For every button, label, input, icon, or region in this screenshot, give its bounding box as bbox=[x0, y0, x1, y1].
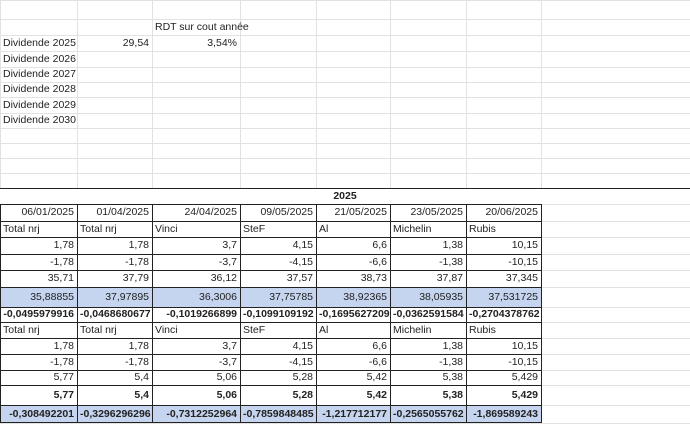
value-cell[interactable]: 36,3006 bbox=[199, 290, 237, 303]
stock-name-cell[interactable]: Total nrj bbox=[80, 222, 117, 235]
value-cell[interactable]: -0,2704378762 bbox=[469, 308, 540, 320]
column-gridline bbox=[466, 0, 467, 188]
dividend-amount[interactable]: 29,54 bbox=[122, 36, 149, 49]
value-cell[interactable]: -4,15 bbox=[289, 255, 313, 268]
value-cell[interactable]: -1,78 bbox=[50, 355, 74, 368]
value-cell[interactable]: 5,06 bbox=[216, 388, 237, 401]
row-gridline bbox=[0, 128, 690, 129]
value-cell[interactable]: -1,38 bbox=[439, 255, 463, 268]
row-gridline bbox=[0, 173, 690, 174]
date-cell[interactable]: 01/04/2025 bbox=[96, 206, 149, 218]
dividend-yield[interactable] bbox=[152, 52, 240, 67]
value-cell[interactable]: 37,75785 bbox=[269, 290, 313, 303]
value-cell[interactable]: -10,15 bbox=[508, 255, 538, 268]
row-gridline bbox=[0, 158, 690, 159]
value-cell[interactable]: 5,42 bbox=[366, 371, 387, 383]
value-cell[interactable]: 5,28 bbox=[292, 388, 313, 401]
value-cell[interactable]: -3,7 bbox=[218, 355, 237, 368]
value-cell[interactable]: 10,15 bbox=[511, 239, 538, 251]
value-cell[interactable]: 4,15 bbox=[292, 339, 313, 352]
value-cell[interactable]: 6,6 bbox=[372, 239, 387, 251]
dividend-yield[interactable] bbox=[152, 67, 240, 82]
value-cell[interactable]: 37,345 bbox=[505, 272, 538, 284]
value-cell[interactable]: 3,7 bbox=[222, 339, 237, 352]
value-cell[interactable]: 36,12 bbox=[210, 272, 237, 284]
dividend-label[interactable]: Dividende 2025 bbox=[3, 36, 76, 49]
stock-name-cell[interactable]: Al bbox=[319, 222, 329, 235]
dividend-label[interactable]: Dividende 2029 bbox=[3, 98, 76, 111]
value-cell[interactable]: 1,78 bbox=[128, 339, 149, 352]
value-cell[interactable]: 1,38 bbox=[442, 239, 463, 251]
dividend-amount[interactable] bbox=[77, 113, 152, 128]
dividend-amount[interactable] bbox=[77, 52, 152, 67]
year-header[interactable]: 2025 bbox=[333, 189, 357, 202]
header-label[interactable]: RDT sur cout année bbox=[155, 20, 249, 33]
value-cell[interactable]: -3,7 bbox=[218, 255, 237, 268]
stock-name-cell[interactable]: Michelin bbox=[393, 323, 432, 336]
value-cell[interactable]: -0,1099109192 bbox=[243, 308, 314, 320]
value-cell[interactable]: 4,15 bbox=[292, 239, 313, 251]
value-cell[interactable]: 5,77 bbox=[53, 371, 74, 383]
stock-name-cell[interactable]: Total nrj bbox=[3, 222, 40, 235]
table-col-border bbox=[541, 204, 542, 423]
value-cell[interactable]: 5,429 bbox=[511, 388, 538, 401]
table-row-border bbox=[0, 385, 541, 386]
row-gridline bbox=[0, 19, 690, 20]
value-cell[interactable]: -0,0362591584 bbox=[393, 308, 464, 320]
value-cell[interactable]: -0,1019266899 bbox=[166, 308, 237, 320]
value-cell[interactable]: -0,0468680677 bbox=[80, 308, 151, 320]
value-cell[interactable]: 5,77 bbox=[53, 388, 74, 401]
value-cell[interactable]: 1,78 bbox=[53, 239, 74, 251]
value-cell[interactable]: 38,92365 bbox=[343, 290, 387, 303]
value-cell[interactable]: 5,429 bbox=[511, 371, 538, 383]
value-cell[interactable]: 37,97895 bbox=[105, 290, 149, 303]
value-cell[interactable]: 35,71 bbox=[47, 272, 74, 284]
stock-name-cell[interactable]: Rubis bbox=[469, 323, 496, 336]
stock-name-cell[interactable]: Total nrj bbox=[80, 323, 117, 336]
dividend-amount[interactable] bbox=[77, 67, 152, 82]
column-gridline bbox=[541, 0, 542, 188]
value-cell[interactable]: -1,78 bbox=[50, 255, 74, 268]
value-cell[interactable]: -1,869589243 bbox=[473, 407, 538, 420]
value-cell[interactable]: 38,73 bbox=[360, 272, 387, 284]
date-cell[interactable]: 21/05/2025 bbox=[334, 206, 387, 218]
value-cell[interactable]: 1,78 bbox=[53, 339, 74, 352]
dividend-label[interactable]: Dividende 2026 bbox=[3, 52, 76, 65]
dividend-yield[interactable]: 3,54% bbox=[207, 36, 237, 49]
stock-name-cell[interactable]: Rubis bbox=[469, 222, 496, 235]
value-cell[interactable]: -10,15 bbox=[508, 355, 538, 368]
dividend-label[interactable]: Dividende 2030 bbox=[3, 114, 76, 126]
stock-name-cell[interactable]: SteF bbox=[243, 222, 266, 235]
value-cell[interactable]: -1,217712177 bbox=[322, 407, 387, 420]
value-cell[interactable]: -1,78 bbox=[125, 255, 149, 268]
stock-name-cell[interactable]: Vinci bbox=[155, 323, 178, 336]
table-row-border bbox=[0, 287, 541, 288]
dividend-yield[interactable] bbox=[152, 82, 240, 97]
value-cell[interactable]: 1,38 bbox=[442, 339, 463, 352]
value-cell[interactable]: -6,6 bbox=[368, 255, 387, 268]
value-cell[interactable]: 37,531725 bbox=[488, 290, 538, 303]
stock-name-cell[interactable]: SteF bbox=[243, 323, 266, 336]
value-cell[interactable]: -0,2565055762 bbox=[393, 407, 464, 420]
value-cell[interactable]: -0,0495979916 bbox=[3, 308, 74, 320]
date-cell[interactable]: 24/04/2025 bbox=[184, 206, 237, 218]
value-cell[interactable]: -0,7312252964 bbox=[166, 407, 237, 420]
value-cell[interactable]: -4,15 bbox=[289, 355, 313, 368]
value-cell[interactable]: 5,38 bbox=[442, 371, 463, 383]
dividend-label[interactable]: Dividende 2027 bbox=[3, 68, 76, 80]
value-cell[interactable]: 5,38 bbox=[442, 388, 463, 401]
value-cell[interactable]: -0,1695627209 bbox=[319, 308, 390, 320]
stock-name-cell[interactable]: Michelin bbox=[393, 222, 432, 235]
value-cell[interactable]: 1,78 bbox=[128, 239, 149, 251]
date-cell[interactable]: 23/05/2025 bbox=[410, 206, 463, 218]
dividend-yield[interactable] bbox=[152, 113, 240, 128]
value-cell[interactable]: -1,38 bbox=[439, 355, 463, 368]
value-cell[interactable]: 5,4 bbox=[134, 388, 149, 401]
value-cell[interactable]: -0,7859848485 bbox=[243, 407, 314, 420]
value-cell[interactable]: 37,57 bbox=[286, 272, 313, 284]
value-cell[interactable]: 6,6 bbox=[372, 339, 387, 352]
column-gridline bbox=[390, 0, 391, 188]
stock-name-cell[interactable]: Vinci bbox=[155, 222, 178, 235]
value-cell[interactable]: -0,308492201 bbox=[9, 407, 74, 420]
value-cell[interactable]: 10,15 bbox=[511, 339, 538, 352]
value-cell[interactable]: 35,88855 bbox=[30, 290, 74, 303]
value-cell[interactable]: 5,4 bbox=[134, 371, 149, 383]
value-cell[interactable]: 37,87 bbox=[436, 272, 463, 284]
dividend-yield[interactable] bbox=[152, 98, 240, 113]
dividend-amount[interactable] bbox=[77, 98, 152, 113]
row-gridline bbox=[0, 0, 690, 1]
stock-name-cell[interactable]: Al bbox=[319, 323, 329, 336]
value-cell[interactable]: 38,05935 bbox=[419, 290, 463, 303]
date-cell[interactable]: 06/01/2025 bbox=[21, 206, 74, 218]
value-cell[interactable]: 37,79 bbox=[122, 272, 149, 284]
dividend-label[interactable]: Dividende 2028 bbox=[3, 83, 76, 95]
column-gridline bbox=[316, 0, 317, 188]
row-gridline bbox=[0, 143, 690, 144]
value-cell[interactable]: 5,06 bbox=[216, 371, 237, 383]
value-cell[interactable]: 5,42 bbox=[366, 388, 387, 401]
stock-name-cell[interactable]: Total nrj bbox=[3, 323, 40, 336]
date-cell[interactable]: 20/06/2025 bbox=[485, 206, 538, 218]
dividend-amount[interactable] bbox=[77, 82, 152, 97]
value-cell[interactable]: -1,78 bbox=[125, 355, 149, 368]
value-cell[interactable]: 3,7 bbox=[222, 239, 237, 251]
date-cell[interactable]: 09/05/2025 bbox=[260, 206, 313, 218]
value-cell[interactable]: 5,28 bbox=[292, 371, 313, 383]
value-cell[interactable]: -0,3296296296 bbox=[80, 407, 151, 420]
value-cell[interactable]: -6,6 bbox=[368, 355, 387, 368]
